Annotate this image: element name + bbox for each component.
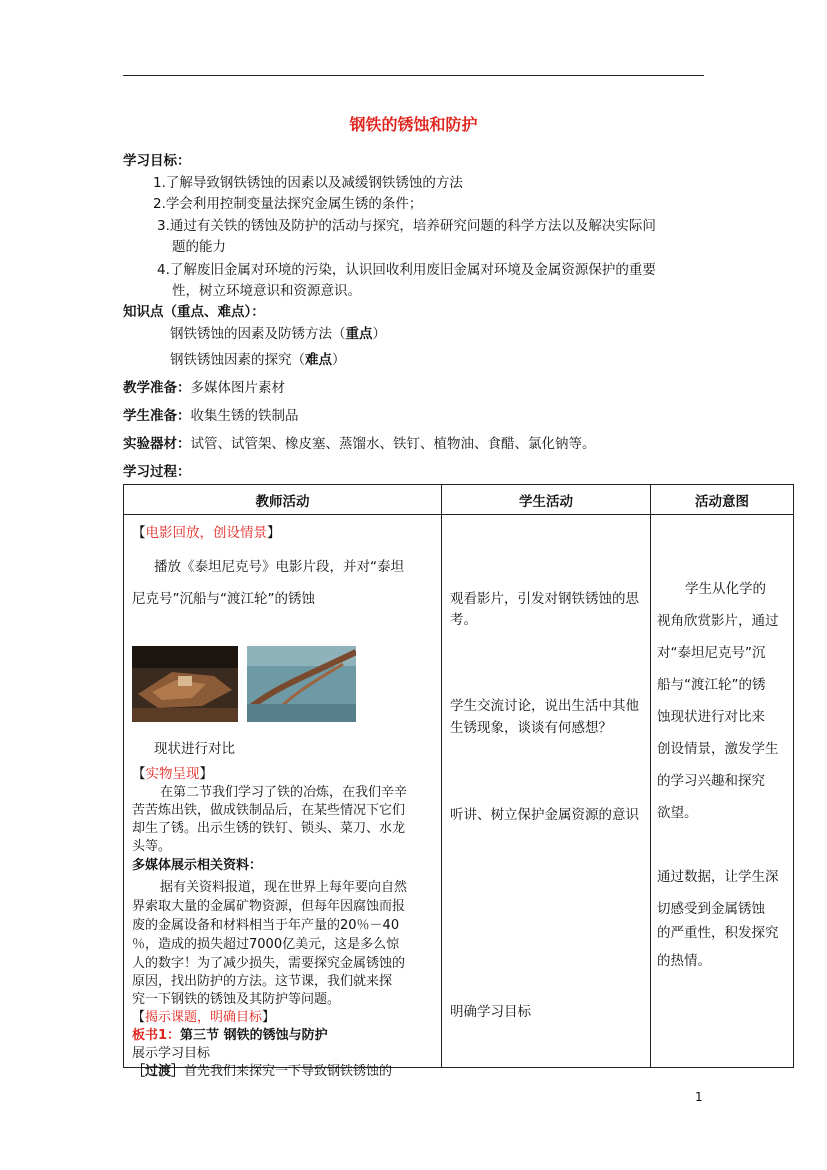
intent-text: 通过数据，让学生深 [657, 869, 779, 885]
difficult-point-tag: 难点 [305, 352, 332, 368]
objective-item: 4.了解废旧金属对环境的污染，认识回收利用废旧金属对环境及金属资源保护的重要 [157, 262, 656, 278]
knowledge-item-2: 钢铁锈蚀因素的探究（难点） [170, 352, 346, 368]
objective-item-cont: 性，树立环境意识和资源意识。 [172, 283, 361, 299]
student-activity: 观看影片，引发对钢铁锈蚀的思 [450, 591, 639, 607]
intent-text: 学生从化学的 [685, 581, 766, 597]
student-activity: 学生交流讨论，说出生活中其他 [450, 698, 639, 714]
teacher-para: 却生了锈。出示生锈的铁钉、锁头、菜刀、水龙 [132, 821, 406, 836]
header-rule [123, 75, 704, 76]
intent-text: 视角欣赏影片，通过 [657, 613, 779, 629]
table-row [124, 515, 794, 1068]
objectives-heading: 学习目标： [123, 153, 191, 169]
intent-text: 蚀现状进行对比来 [657, 709, 765, 725]
media-heading: 多媒体展示相关资料： [132, 858, 263, 873]
student-prep: 学生准备：收集生锈的铁制品 [123, 408, 299, 424]
transition-note: ［过渡］首先我们来探究一下导致钢铁锈蚀的 [132, 1064, 393, 1079]
teacher-para: 据有关资料报道，现在世界上每年要向自然 [160, 880, 408, 895]
objective-item: 2.学会利用控制变量法探究金属生锈的条件； [153, 196, 423, 212]
intent-text: 切感受到金属锈蚀 [657, 901, 765, 917]
teacher-para: 废的金属设备和材料相当于年产量的20％－40 [132, 918, 400, 933]
teacher-para: 原因，找出防护的方法。这节课，我们就来探 [132, 974, 393, 989]
equipment: 实验器材：试管、试管架、橡皮塞、蒸馏水、铁钉、植物油、食醋、氯化钠等。 [123, 436, 596, 452]
student-activity: 听讲、树立保护金属资源的意识 [450, 807, 639, 823]
intent-text: 的严重性，积发探究 [657, 925, 779, 941]
table-header-row [124, 485, 794, 515]
teacher-activity-cell [124, 515, 442, 1079]
compare-text: 现状进行对比 [154, 741, 235, 757]
page-title: 钢铁的锈蚀和防护 [349, 115, 478, 134]
intent-text: 的学习兴趣和探究 [657, 773, 765, 789]
section-movie-replay: 【电影回放，创设情景】 [132, 525, 281, 541]
intent-text: 欲望。 [657, 805, 698, 821]
show-goals: 展示学习目标 [132, 1046, 211, 1061]
student-activity: 明确学习目标 [450, 1004, 531, 1020]
teacher-para: 苦苦炼出铁，做成铁制品后，在某些情况下它们 [132, 803, 406, 818]
teacher-para: 头等。 [132, 839, 172, 854]
section-real-objects: 【实物呈现】 [132, 766, 213, 782]
objective-item: 1.了解导致钢铁锈蚀的因素以及减缓钢铁锈蚀的方法 [153, 175, 463, 191]
teacher-prep: 教学准备：多媒体图片素材 [123, 380, 285, 396]
teacher-para: 播放《泰坦尼克号》电影片段，并对“泰坦 [154, 559, 404, 575]
teacher-para: 人的数字！为了减少损失，需要探究金属锈蚀的 [132, 956, 406, 971]
intent-text: 创设情景，激发学生 [657, 741, 779, 757]
intent-text: 船与“渡江轮”的锈 [657, 677, 766, 693]
knowledge-item-1: 钢铁锈蚀的因素及防锈方法（重点） [170, 326, 386, 342]
objective-item: 3.通过有关铁的锈蚀及防护的活动与探究，培养研究问题的科学方法以及解决实际问 [157, 218, 656, 234]
activity-intent-cell [651, 515, 794, 1068]
teacher-para: 界索取大量的金属矿物资源，但每年因腐蚀而报 [132, 899, 406, 914]
page-number: 1 [695, 1090, 703, 1104]
student-activity: 生锈现象，谈谈有何感想？ [450, 720, 612, 736]
titanic-wreck-photo [132, 646, 238, 722]
board-note: 板书1：第三节 钢铁的锈蚀与防护 [132, 1028, 328, 1043]
student-activity: 考。 [450, 612, 477, 628]
header-student-activity: 学生活动 [442, 485, 651, 515]
process-heading: 学习过程： [123, 464, 191, 480]
knowledge-heading: 知识点（重点、难点）： [123, 304, 265, 320]
intent-text: 对“泰坦尼克号”沉 [657, 645, 766, 661]
student-activity-cell [442, 515, 651, 1068]
section-reveal-topic: 【揭示课题，明确目标】 [132, 1010, 276, 1025]
teacher-para: ％，造成的损失超过7000亿美元，这是多么惊 [132, 937, 400, 952]
teacher-para: 在第二节我们学习了铁的冶炼，在我们辛辛 [160, 785, 408, 800]
rusted-ferry-photo [247, 646, 356, 722]
key-point-tag: 重点 [345, 326, 373, 342]
teacher-para: 究一下钢铁的锈蚀及其防护等问题。 [132, 992, 341, 1007]
process-table [123, 484, 794, 1079]
intent-text: 的热情。 [657, 953, 711, 969]
teacher-para: 尼克号”沉船与“渡江轮”的锈蚀 [132, 591, 315, 607]
objective-item-cont: 题的能力 [172, 239, 226, 255]
header-teacher-activity: 教师活动 [124, 485, 442, 515]
header-activity-intent: 活动意图 [651, 485, 794, 515]
